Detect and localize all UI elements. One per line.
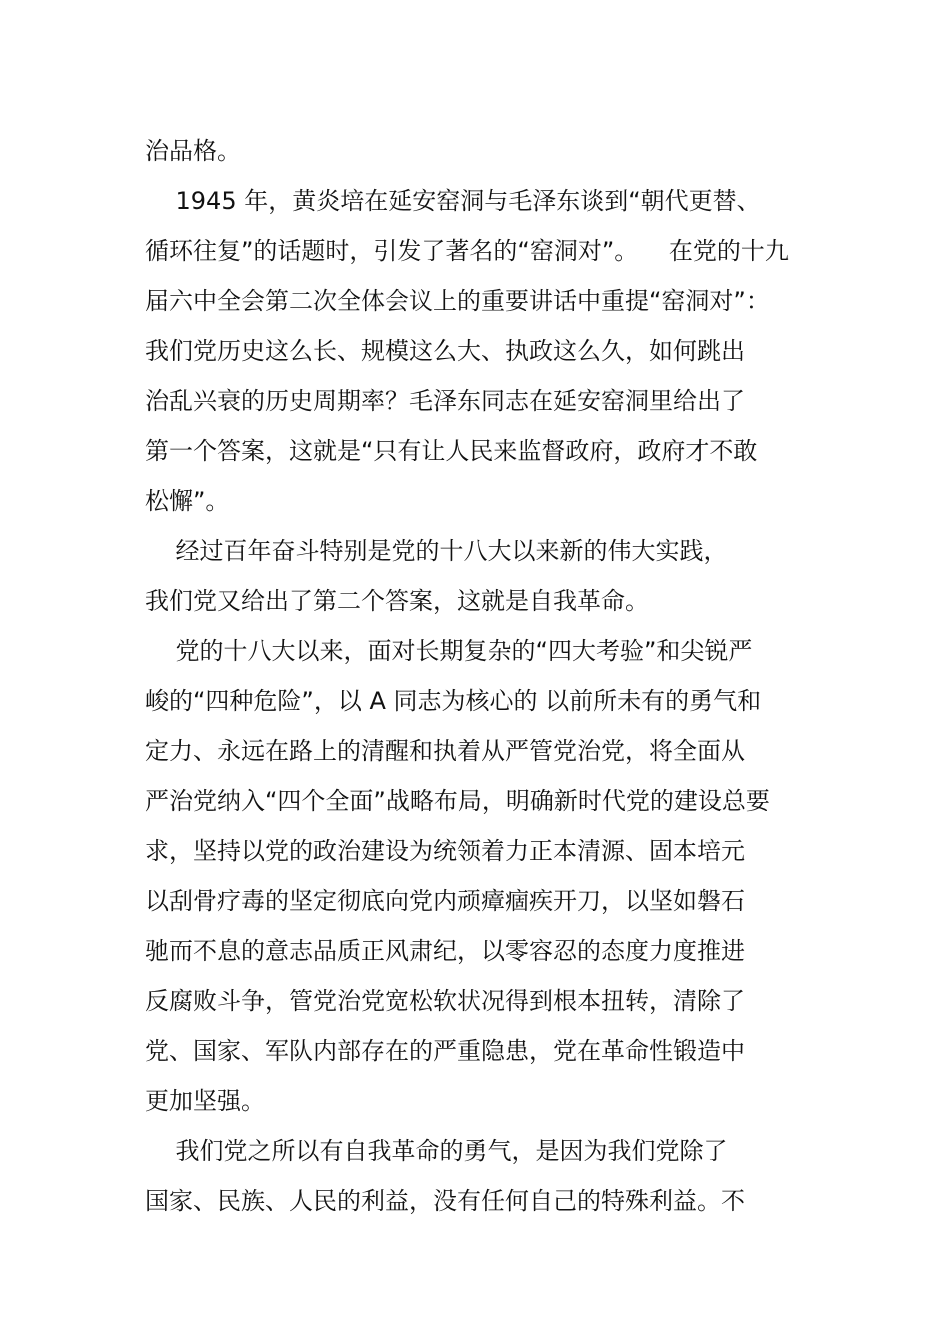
text-line: 党的十八大以来，面对长期复杂的“四大考验”和尖锐严 [145,637,753,665]
text-line: 定力、永远在路上的清醒和执着从严管党治党，将全面从 [145,737,745,765]
text-line: 届六中全会第二次全体会议上的重要讲话中重提“窑洞对”： [145,287,770,315]
text-line: 第一个答案，这就是“只有让人民来监督政府，政府才不敢 [145,437,758,465]
text-line: 严治党纳入“四个全面”战略布局，明确新时代党的建设总要 [145,787,770,815]
text-line: 我们党历史这么长、规模这么大、执政这么久，如何跳出 [145,337,745,365]
text-line: 1945 年，黄炎培在延安窑洞与毛泽东谈到“朝代更替、 [145,187,761,215]
text-line: 循环往复”的话题时，引发了著名的“窑洞对”。 在党的十九 [145,237,789,265]
text-line: 治品格。 [145,137,241,165]
text-line: 峻的“四种危险”，以 A 同志为核心的 以前所未有的勇气和 [145,687,762,715]
text-line: 国家、民族、人民的利益，没有任何自己的特殊利益。不 [145,1187,745,1215]
text-line: 松懈”。 [145,487,230,515]
text-line: 治乱兴衰的历史周期率？毛泽东同志在延安窑洞里给出了 [145,387,745,415]
text-line: 反腐败斗争，管党治党宽松软状况得到根本扭转，清除了 [145,987,745,1015]
document-body [145,126,815,1226]
text-line: 驰而不息的意志品质正风肃纪，以零容忍的态度力度推进 [145,937,745,965]
text-line: 更加坚强。 [145,1087,265,1115]
text-line: 党、国家、军队内部存在的严重隐患，党在革命性锻造中 [145,1037,745,1065]
text-line: 经过百年奋斗特别是党的十八大以来新的伟大实践， [145,537,728,565]
text-line: 以刮骨疗毒的坚定彻底向党内顽瘴痼疾开刀，以坚如磐石 [145,887,745,915]
text-line: 求，坚持以党的政治建设为统领着力正本清源、固本培元 [145,837,745,865]
text-line: 我们党又给出了第二个答案，这就是自我革命。 [145,587,649,615]
text-line: 我们党之所以有自我革命的勇气，是因为我们党除了 [145,1137,728,1165]
